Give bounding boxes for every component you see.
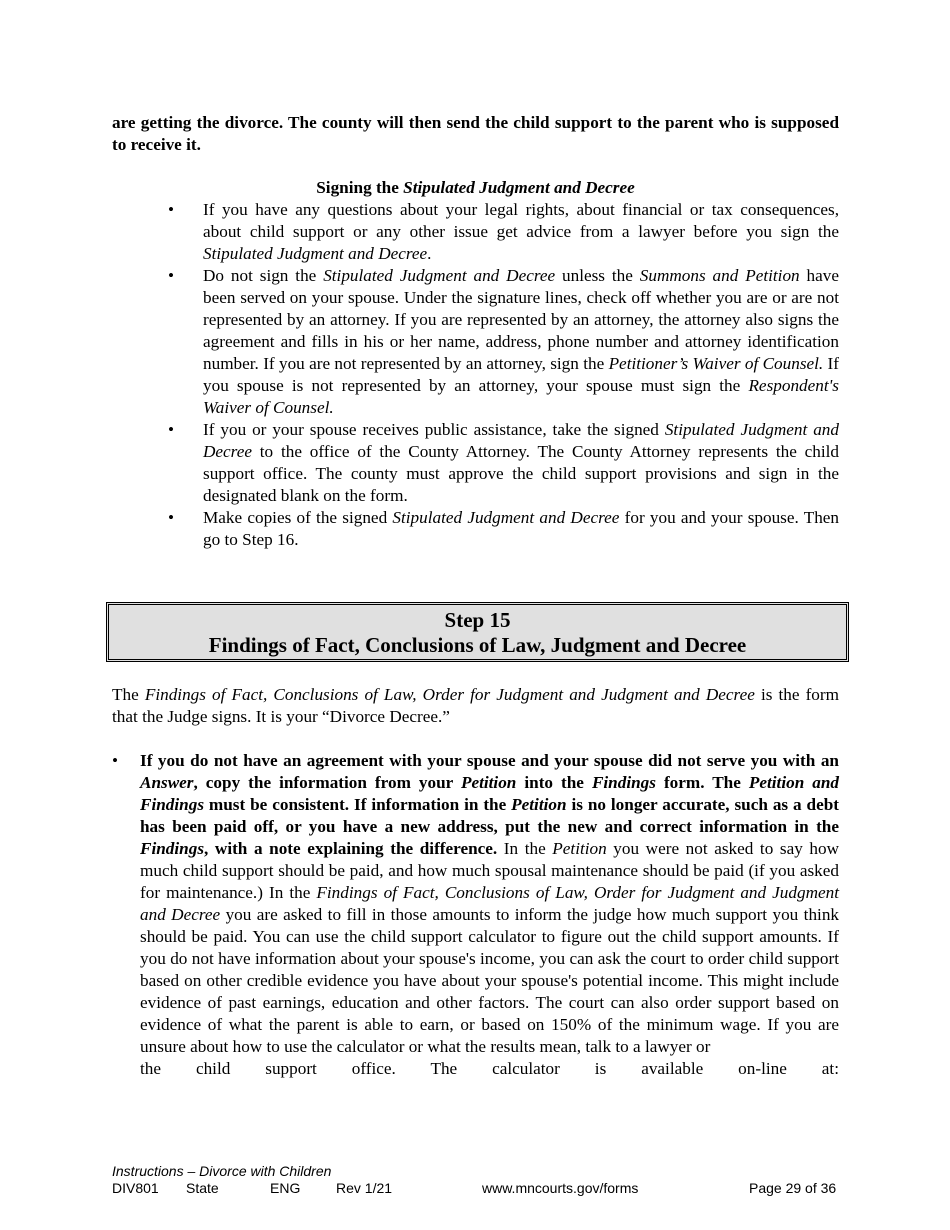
list-item: • If you have any questions about your legal rights, about financial or tax consequences, about child support or any other issue get advice from a lawyer before you sign the Stipulated Judgment and Decree.	[168, 200, 839, 263]
footer-page-number: Page 29 of 36	[749, 1180, 837, 1196]
footer-language: ENG	[270, 1180, 301, 1196]
calculator-link-line: the child support office. The calculator is available on-line at:	[140, 1059, 839, 1078]
list-item: • If you or your spouse receives public assistance, take the signed Stipulated Judgment and Decree to the office of the County Attorney. The County Attorney represents the child support office. The county must approve the child support provisions and sign in the designated blank on the form.	[168, 420, 839, 505]
signing-heading: Signing the Stipulated Judgment and Decree	[316, 178, 635, 197]
list-item: • If you do not have an agreement with your spouse and your spouse did not serve you with an Answer, copy the information from your Petition into the Findings form. The Petition and Findings must be consistent. If information in the Petition is no longer accurate, such as a debt has been paid off, or you have a new address, put the new and correct information in the Findings, with a note explaining the difference. In the Petition you were not asked to say how much child support should be paid, and how much spousal maintenance should be paid (if you asked for maintenance.) In the Findings of Fact, Conclusions of Law, Order for Judgment and Judgment and Decree you are asked to fill in those amounts to inform the judge how much support you think should be paid. You can use the child support calculator to figure out the child support amounts. If you do not have information about your spouse's income, you can ask the court to order child support based on other credible evidence you have about your spouse's potential income. This might include evidence of past earnings, education and other factors. The court can also order support based on evidence of what the parent is able to earn, or based on 150% of the minimum wage. If you are unsure about how to use the calculator or what the results mean, talk to a lawyer or the child support office. The calculator is available on-line at:	[112, 751, 840, 1078]
footer-title: Instructions – Divorce with Children	[112, 1163, 332, 1179]
step-number: Step 15	[444, 608, 511, 632]
signing-bullet-list	[112, 199, 839, 551]
step-header-box	[106, 602, 849, 662]
footer-meta-row	[112, 1180, 839, 1197]
footer-form-id: DIV801	[112, 1180, 159, 1196]
bullet-icon: •	[168, 508, 175, 527]
footer-state: State	[186, 1180, 219, 1196]
list-item: • Make copies of the signed Stipulated Judgment and Decree for you and your spouse. Then go to Step 16.	[168, 508, 840, 549]
page-footer	[112, 1163, 839, 1197]
footer-revision: Rev 1/21	[336, 1180, 393, 1196]
step-title: Findings of Fact, Conclusions of Law, Judgment and Decree	[208, 633, 747, 657]
document-page	[112, 112, 839, 1080]
findings-intro-paragraph: The Findings of Fact, Conclusions of Law, Order for Judgment and Judgment and Decree is the form that the Judge signs. It is your “Divorce Decree.”	[112, 685, 839, 726]
findings-bullet-list	[112, 750, 839, 1080]
list-item: • Do not sign the Stipulated Judgment and Decree unless the Summons and Petition have been served on your spouse. Under the signature lines, check off whether you are or are not represented by an attorney. If you are represented by an attorney, the attorney also signs the agreement and fills in his or her name, address, phone number and attorney identification number. If you are not represented by an attorney, sign the Petitioner’s Waiver of Counsel. If you spouse is not represented by an attorney, your spouse must sign the Respondent's Waiver of Counsel.	[168, 266, 840, 417]
bullet-icon: •	[168, 420, 175, 439]
bullet-icon: •	[168, 200, 175, 219]
bullet-icon: •	[112, 751, 119, 770]
footer-url: www.mncourts.gov/forms	[482, 1180, 639, 1196]
intro-paragraph: are getting the divorce. The county will then send the child support to the parent who is supposed to receive it.	[112, 113, 839, 154]
bullet-icon: •	[168, 266, 175, 285]
